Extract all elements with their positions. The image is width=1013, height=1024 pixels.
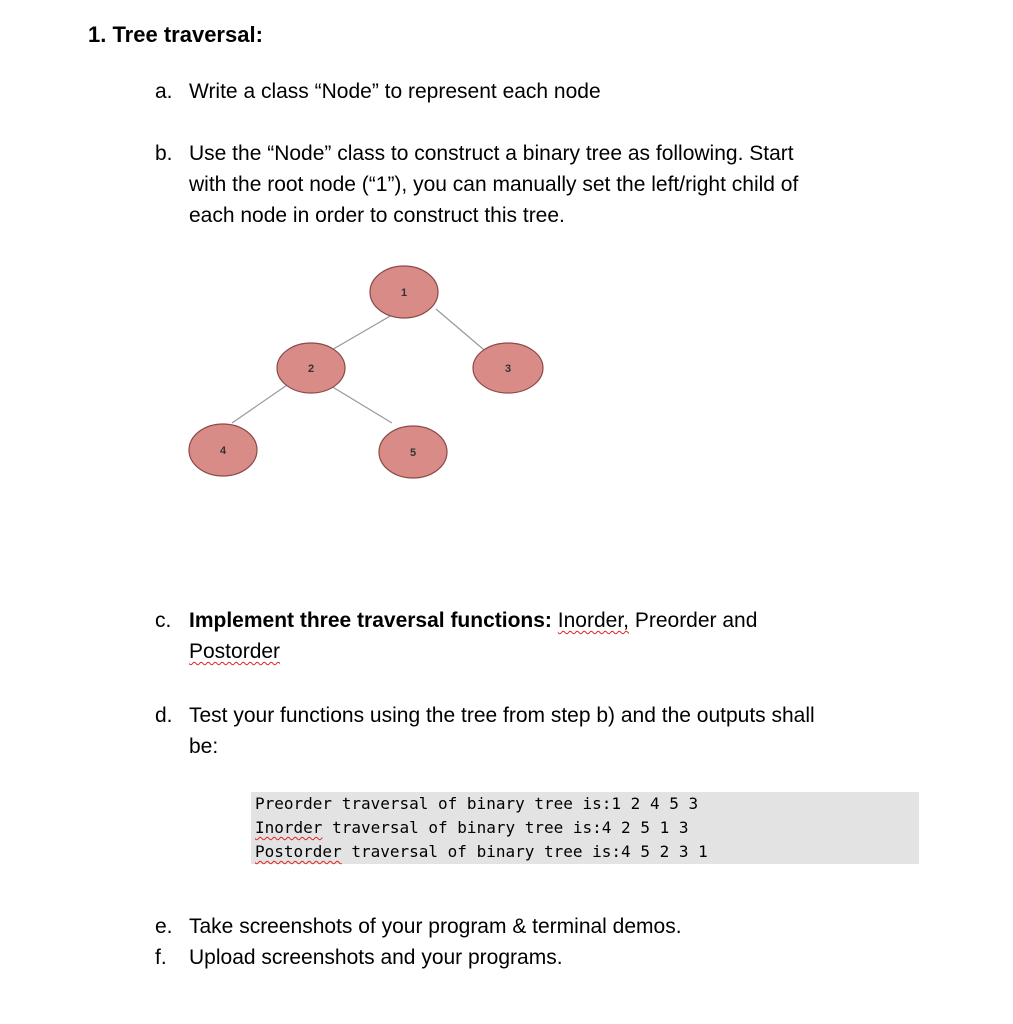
item-f — [155, 942, 955, 973]
node-3-label: 3 — [504, 363, 512, 375]
tree-node-3 — [473, 343, 543, 393]
item-d — [155, 700, 955, 764]
postorder-word: Postorder — [255, 842, 342, 861]
item-c-bold-text: Implement three traversal functions: — [189, 609, 552, 632]
inorder-rest: traversal of binary tree is:4 2 5 1 3 — [322, 818, 689, 837]
item-e-text: Take screenshots of your program & terminal demos. — [189, 915, 682, 938]
item-b-line-2: with the root node (“1”), you can manually set the left/right child of — [189, 173, 799, 196]
tree-node-4 — [189, 424, 257, 476]
item-f-text: Upload screenshots and your programs. — [189, 946, 563, 969]
node-1-label: 1 — [400, 287, 408, 299]
item-b-marker: b. — [155, 142, 173, 165]
inorder-word: Inorder — [255, 818, 323, 837]
preorder-output-line — [255, 794, 698, 813]
item-c-postorder: Postorder — [189, 640, 281, 663]
section-heading: 1. Tree traversal: — [88, 22, 263, 47]
item-b-line-3: each node in order to construct this tree. — [189, 204, 565, 227]
item-e — [155, 911, 955, 942]
item-d-marker: d. — [155, 704, 173, 727]
preorder-rest: traversal of binary tree is:1 2 4 5 3 — [332, 794, 699, 813]
item-c-marker: c. — [155, 609, 172, 632]
item-b — [155, 138, 955, 233]
item-c-inorder: Inorder, — [557, 609, 629, 632]
edge-2-4 — [232, 383, 290, 423]
item-d-line-1: Test your functions using the tree from step b) and the outputs shall — [189, 704, 815, 727]
postorder-output-line — [255, 842, 708, 861]
item-c — [155, 605, 955, 669]
node-4-label: 4 — [219, 445, 227, 457]
node-5-label: 5 — [409, 447, 417, 459]
node-2-label: 2 — [307, 363, 315, 375]
tree-node-2 — [277, 343, 345, 393]
item-f-marker: f. — [155, 946, 167, 969]
expected-output-box — [251, 792, 919, 864]
preorder-word: Preorder — [255, 794, 333, 813]
tree-node-1 — [370, 266, 438, 318]
tree-edges — [232, 309, 490, 423]
item-c-rest: Preorder and — [629, 609, 758, 632]
binary-tree-diagram — [180, 255, 560, 485]
item-d-line-2: be: — [189, 735, 219, 758]
inorder-output-line — [255, 818, 688, 837]
edge-1-3 — [436, 309, 490, 355]
item-e-marker: e. — [155, 915, 173, 938]
item-b-line-1: Use the “Node” class to construct a binary tree as following. Start — [189, 142, 794, 165]
item-a-marker: a. — [155, 80, 173, 103]
postorder-rest: traversal of binary tree is:4 5 2 3 1 — [341, 842, 708, 861]
item-a — [155, 76, 955, 107]
edge-2-5 — [326, 383, 392, 423]
tree-node-5 — [379, 426, 447, 478]
item-a-text: Write a class “Node” to represent each node — [189, 80, 601, 103]
